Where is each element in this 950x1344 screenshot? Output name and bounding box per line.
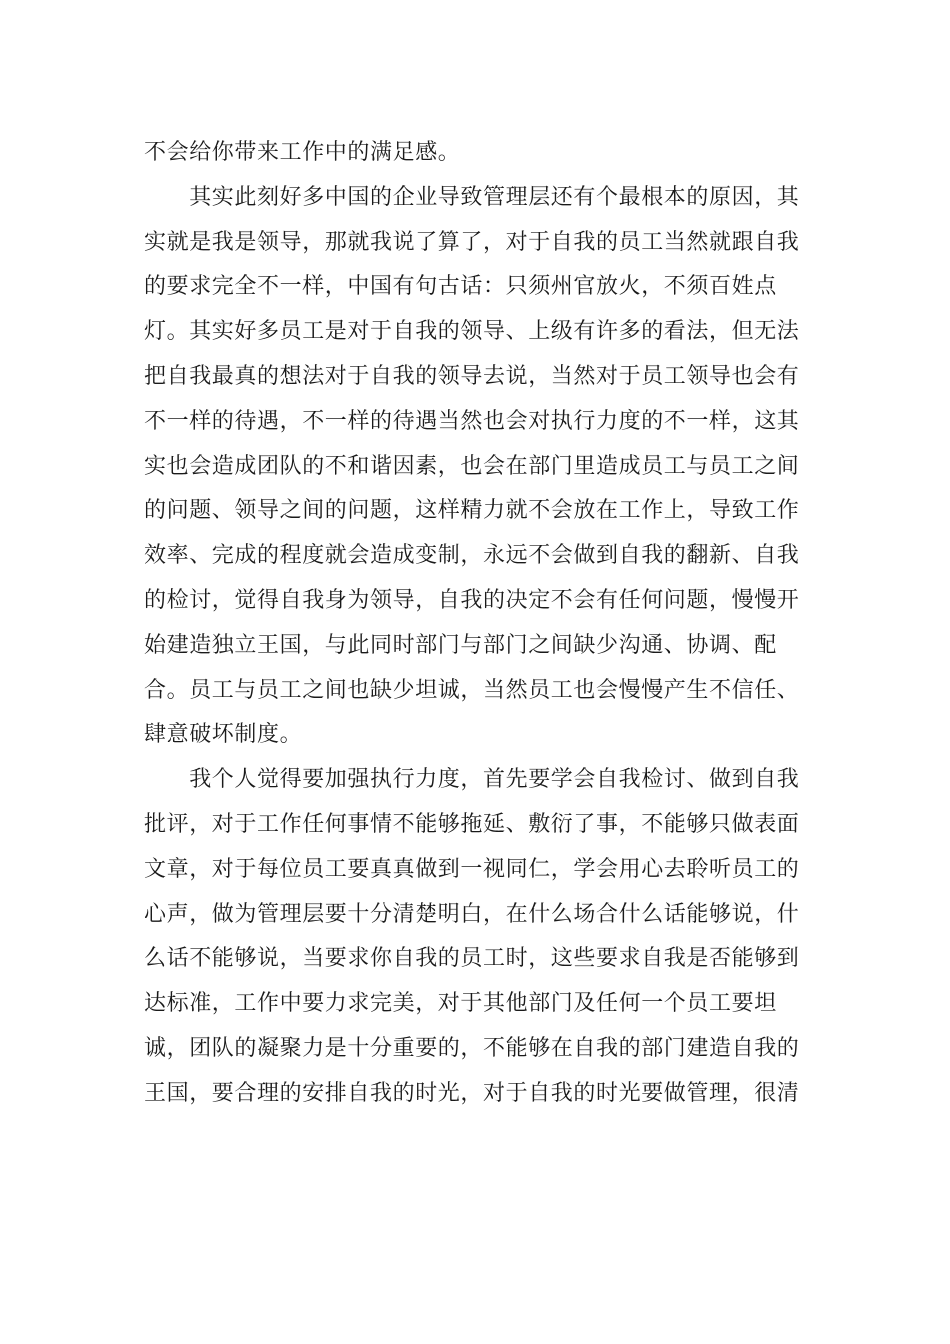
text-line-21: 诚，团队的凝聚力是十分重要的，不能够在自我的部门建造自我的 [144, 1035, 800, 1061]
text-line-22: 王国，要合理的安排自我的时光，对于自我的时光要做管理，很清 [144, 1080, 800, 1106]
text-line-12: 始建造独立王国，与此同时部门与部门之间缺少沟通、协调、配 [144, 632, 777, 658]
text-line-1: 不会给你带来工作中的满足感。 [144, 140, 461, 165]
text-line-3: 实就是我是领导，那就我说了算了，对于自我的员工当然就跟自我 [144, 229, 800, 255]
text-line-9: 的问题、领导之间的问题，这样精力就不会放在工作上，导致工作 [144, 498, 800, 524]
text-line-18: 心声，做为管理层要十分清楚明白，在什么场合什么话能够说，什 [144, 901, 800, 927]
text-line-10: 效率、完成的程度就会造成变制，永远不会做到自我的翻新、自我 [144, 543, 800, 569]
text-line-5: 灯。其实好多员工是对于自我的领导、上级有许多的看法，但无法 [144, 319, 800, 345]
text-line-11: 的检讨，觉得自我身为领导，自我的决定不会有任何问题，慢慢开 [144, 587, 800, 613]
text-line-2: 其实此刻好多中国的企业导致管理层还有个最根本的原因，其 [144, 184, 800, 210]
text-line-20: 达标准，工作中要力求完美，对于其他部门及任何一个员工要坦 [144, 991, 777, 1017]
body-text [144, 131, 808, 1117]
text-line-4: 的要求完全不一样，中国有句古话：只须州官放火，不须百姓点 [144, 274, 777, 300]
text-line-14: 肆意破坏制度。 [144, 722, 303, 748]
text-line-7: 不一样的待遇，不一样的待遇当然也会对执行力度的不一样，这其 [144, 408, 800, 434]
text-line-13: 合。员工与员工之间也缺少坦诚，当然员工也会慢慢产生不信任、 [144, 677, 800, 703]
text-line-6: 把自我最真的想法对于自我的领导去说，当然对于员工领导也会有 [144, 363, 800, 389]
text-line-17: 文章，对于每位员工要真真做到一视同仁，学会用心去聆听员工的 [144, 856, 800, 882]
text-line-16: 批评，对于工作任何事情不能够拖延、敷衍了事，不能够只做表面 [144, 811, 800, 837]
text-line-19: 么话不能够说，当要求你自我的员工时，这些要求自我是否能够到 [144, 946, 800, 972]
text-line-15: 我个人觉得要加强执行力度，首先要学会自我检讨、做到自我 [144, 767, 800, 793]
text-line-8: 实也会造成团队的不和谐因素，也会在部门里造成员工与员工之间 [144, 453, 800, 479]
